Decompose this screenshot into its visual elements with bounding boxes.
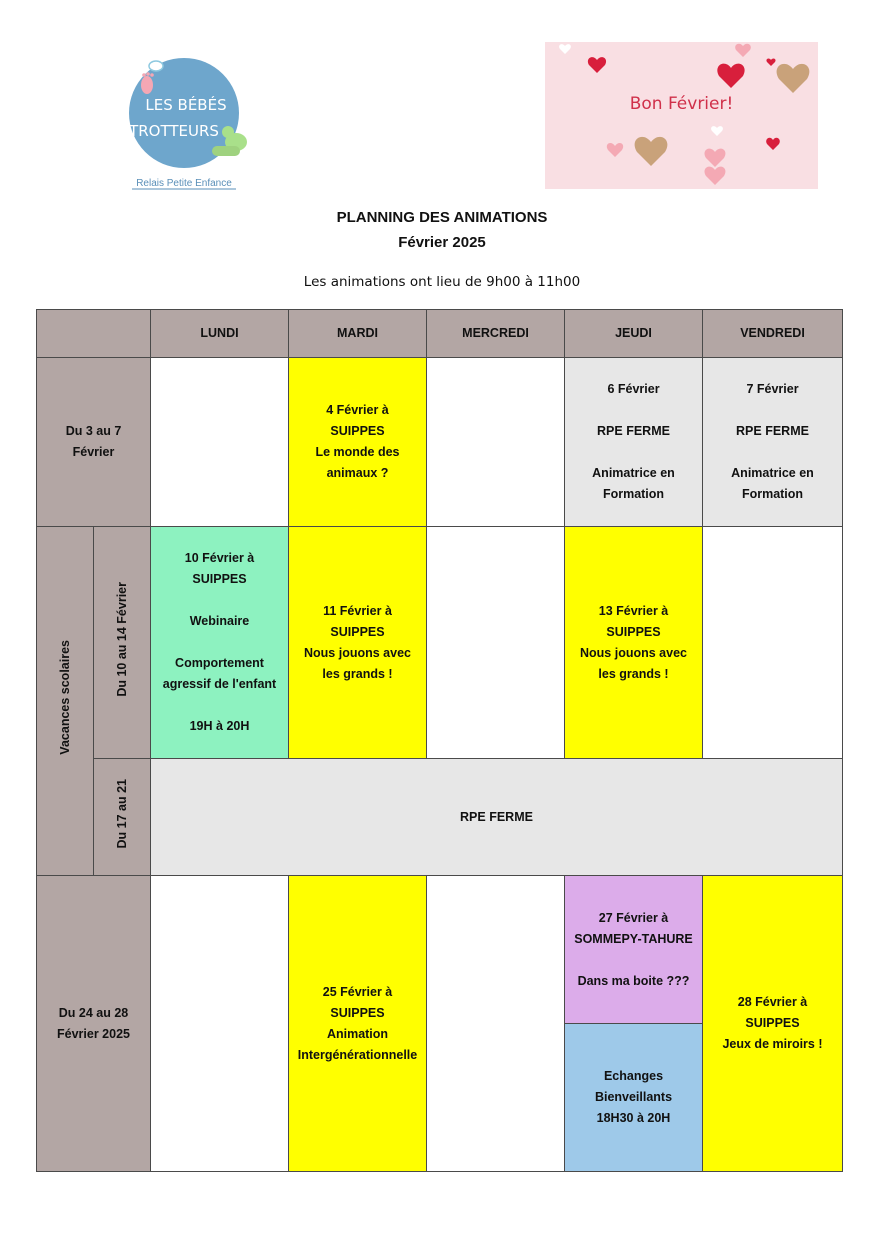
week2-lundi-webinar: 10 Février à SUIPPES Webinaire Comportement agressif de l'enfant 19H à 20H [151,527,289,759]
logo-line2: TROTTEURS [129,122,219,140]
day-header-mercredi: MERCREDI [427,310,565,358]
week4-lundi [151,876,289,1172]
week4-mardi-event: 25 Février à SUIPPES Animation Intergénérationnelle [289,876,427,1172]
week4-jeudi-echanges: Echanges Bienveillants 18H30 à 20H [565,1024,703,1172]
week1-mardi-event: 4 Février à SUIPPES Le monde des animaux ? [289,358,427,527]
week1-vendredi-closed: 7 Février RPE FERME Animatrice en Formation [703,358,843,527]
week4-mercredi [427,876,565,1172]
day-header-lundi: LUNDI [151,310,289,358]
logo-line1: LES BÉBÉS [145,96,227,114]
banner [545,42,818,189]
week3-closed: RPE FERME [151,759,843,876]
week4-label: Du 24 au 28 Février 2025 [37,876,151,1172]
page-month: Février 2025 [398,234,486,251]
corner-cell [37,310,151,358]
week1-label: Du 3 au 7 Février [37,358,151,527]
day-header-vendredi: VENDREDI [703,310,843,358]
day-header-mardi: MARDI [289,310,427,358]
week2-label: Du 10 au 14 Février [94,527,151,759]
week1-lundi [151,358,289,527]
week4-jeudi-sommepy: 27 Février à SOMMEPY-TAHURE Dans ma boite ??? [565,876,703,1024]
week3-label: Du 17 au 21 [94,759,151,876]
banner-text: Bon Février! [629,94,734,114]
week2-mercredi [427,527,565,759]
week2-vendredi [703,527,843,759]
week2-jeudi-event: 13 Février à SUIPPES Nous jouons avec les grands ! [565,527,703,759]
week1-jeudi-closed: 6 Février RPE FERME Animatrice en Formation [565,358,703,527]
logo-tagline: Relais Petite Enfance [136,178,232,189]
hours-note: Les animations ont lieu de 9h00 à 11h00 [303,274,581,290]
logo [126,58,250,190]
holidays-label: Vacances scolaires [37,527,94,876]
week4-vendredi-event: 28 Février à SUIPPES Jeux de miroirs ! [703,876,843,1172]
week2-mardi-event: 11 Février à SUIPPES Nous jouons avec les grands ! [289,527,427,759]
planning-table [36,309,843,1172]
page-title: PLANNING DES ANIMATIONS [336,209,548,226]
day-header-jeudi: JEUDI [565,310,703,358]
week1-mercredi [427,358,565,527]
